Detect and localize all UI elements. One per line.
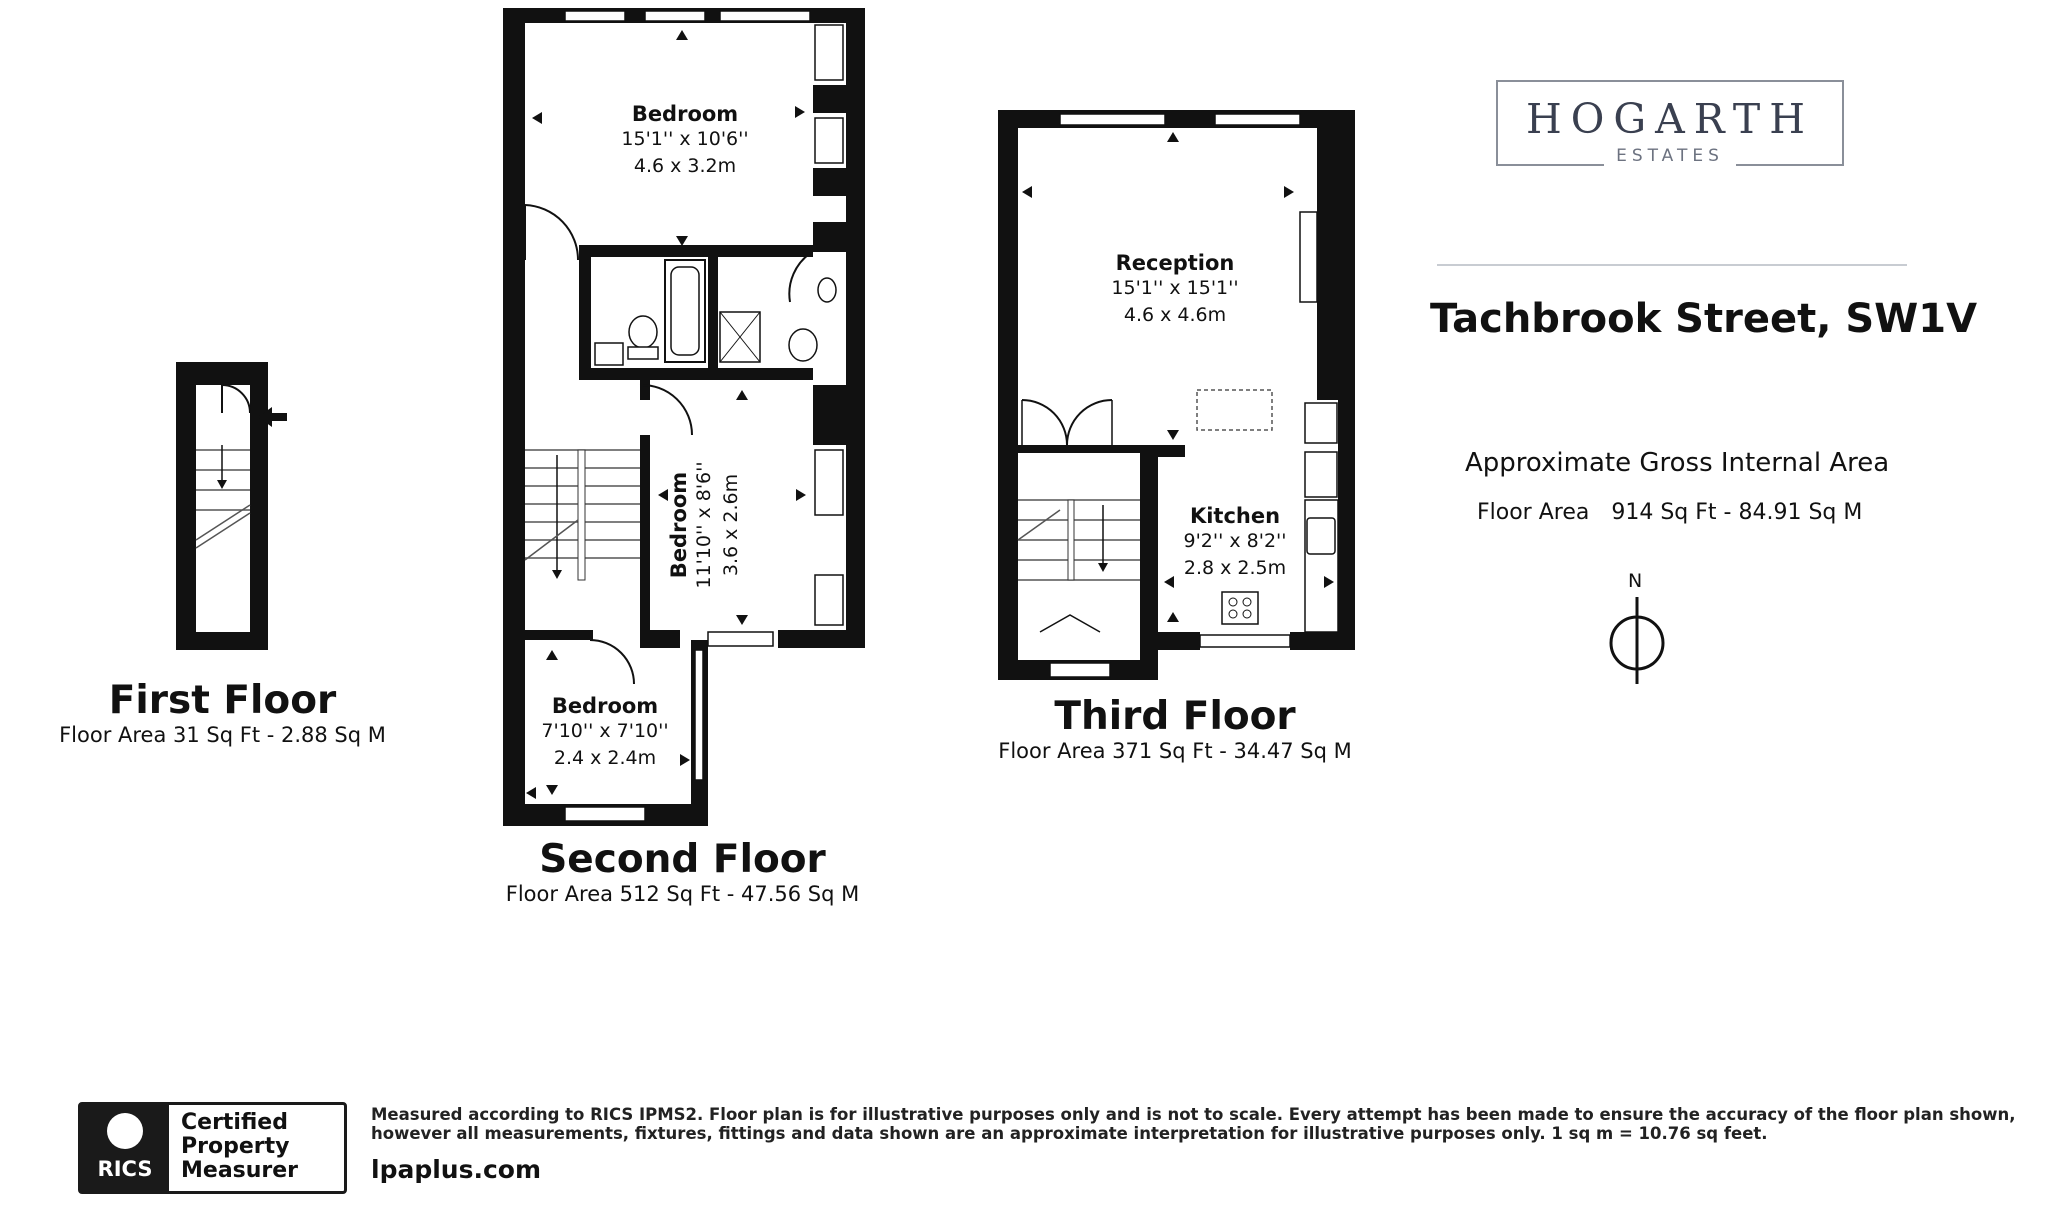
property-address: Tachbrook Street, SW1V bbox=[1430, 296, 1978, 342]
rics-badge-text: RICS bbox=[97, 1157, 153, 1181]
first-floor-caption bbox=[40, 678, 405, 747]
brand-subtitle-text: ESTATES bbox=[1604, 146, 1736, 166]
website-link[interactable]: lpaplus.com bbox=[371, 1155, 542, 1184]
rics-lion-icon bbox=[107, 1113, 143, 1149]
brand-name: HOGARTH bbox=[1526, 95, 1814, 143]
room-label-reception bbox=[1050, 251, 1300, 329]
floor-title: Third Floor bbox=[1054, 694, 1296, 739]
floor-title: Second Floor bbox=[539, 837, 826, 882]
rics-text bbox=[169, 1105, 310, 1191]
gross-area-label: Floor Area bbox=[1477, 500, 1590, 525]
room-name: Kitchen bbox=[1189, 504, 1281, 528]
rics-line-1: Certified bbox=[181, 1110, 288, 1135]
rics-line-3: Measurer bbox=[181, 1158, 299, 1183]
room-label-kitchen bbox=[1165, 504, 1305, 582]
second-floor-caption bbox=[480, 837, 885, 906]
first-floor-plan bbox=[176, 362, 287, 650]
room-name: Reception bbox=[1115, 251, 1235, 275]
room-dimensions-metric: 4.6 x 4.6m bbox=[1123, 304, 1227, 326]
rics-logo bbox=[81, 1105, 169, 1191]
divider bbox=[1437, 264, 1907, 266]
floor-area: Floor Area 31 Sq Ft - 2.88 Sq M bbox=[59, 723, 386, 747]
floor-area: Floor Area 512 Sq Ft - 47.56 Sq M bbox=[505, 882, 860, 906]
room-label-bedroom-1 bbox=[560, 102, 810, 180]
disclaimer-line-2: however all measurements, fixtures, fittings and data shown are an approximate interpretation for illustrative purposes only. 1 sq m = 10.76 sq feet. bbox=[371, 1124, 1768, 1143]
gross-area-line bbox=[1477, 500, 1862, 525]
room-dimensions-imperial: 15'1'' x 15'1'' bbox=[1111, 277, 1239, 299]
floor-area: Floor Area 371 Sq Ft - 34.47 Sq M bbox=[998, 739, 1352, 763]
brand-logo bbox=[1496, 80, 1844, 166]
disclaimer-line-1: Measured according to RICS IPMS2. Floor plan is for illustrative purposes only and is not to scale. Every attempt has been made to ensure the accuracy of the floor plan shown, bbox=[371, 1105, 2016, 1124]
room-name: Bedroom bbox=[667, 471, 691, 579]
room-dimensions-imperial: 11'10'' x 8'6'' bbox=[693, 461, 715, 589]
room-dimensions-metric: 2.4 x 2.4m bbox=[553, 747, 657, 769]
brand-subtitle bbox=[1498, 146, 1842, 166]
gross-area-value: 914 Sq Ft - 84.91 Sq M bbox=[1611, 500, 1863, 525]
gross-area-title: Approximate Gross Internal Area bbox=[1465, 448, 1890, 478]
north-compass-icon bbox=[1611, 597, 1663, 684]
third-floor-caption bbox=[975, 694, 1375, 763]
compass-north-label: N bbox=[1628, 570, 1643, 592]
room-dimensions-imperial: 7'10'' x 7'10'' bbox=[541, 720, 669, 742]
room-name: Bedroom bbox=[551, 694, 659, 718]
room-dimensions-metric: 3.6 x 2.6m bbox=[720, 473, 742, 577]
room-dimensions-imperial: 9'2'' x 8'2'' bbox=[1183, 530, 1287, 552]
room-dimensions-metric: 4.6 x 3.2m bbox=[633, 155, 737, 177]
room-dimensions-imperial: 15'1'' x 10'6'' bbox=[621, 128, 749, 150]
room-dimensions-metric: 2.8 x 2.5m bbox=[1183, 557, 1287, 579]
rics-line-2: Property bbox=[181, 1134, 290, 1159]
floor-title: First Floor bbox=[108, 678, 337, 723]
disclaimer bbox=[371, 1105, 2016, 1143]
rics-certified-badge bbox=[78, 1102, 347, 1194]
room-name: Bedroom bbox=[631, 102, 739, 126]
third-floor-plan bbox=[998, 110, 1355, 680]
room-label-bedroom-3 bbox=[510, 694, 700, 772]
